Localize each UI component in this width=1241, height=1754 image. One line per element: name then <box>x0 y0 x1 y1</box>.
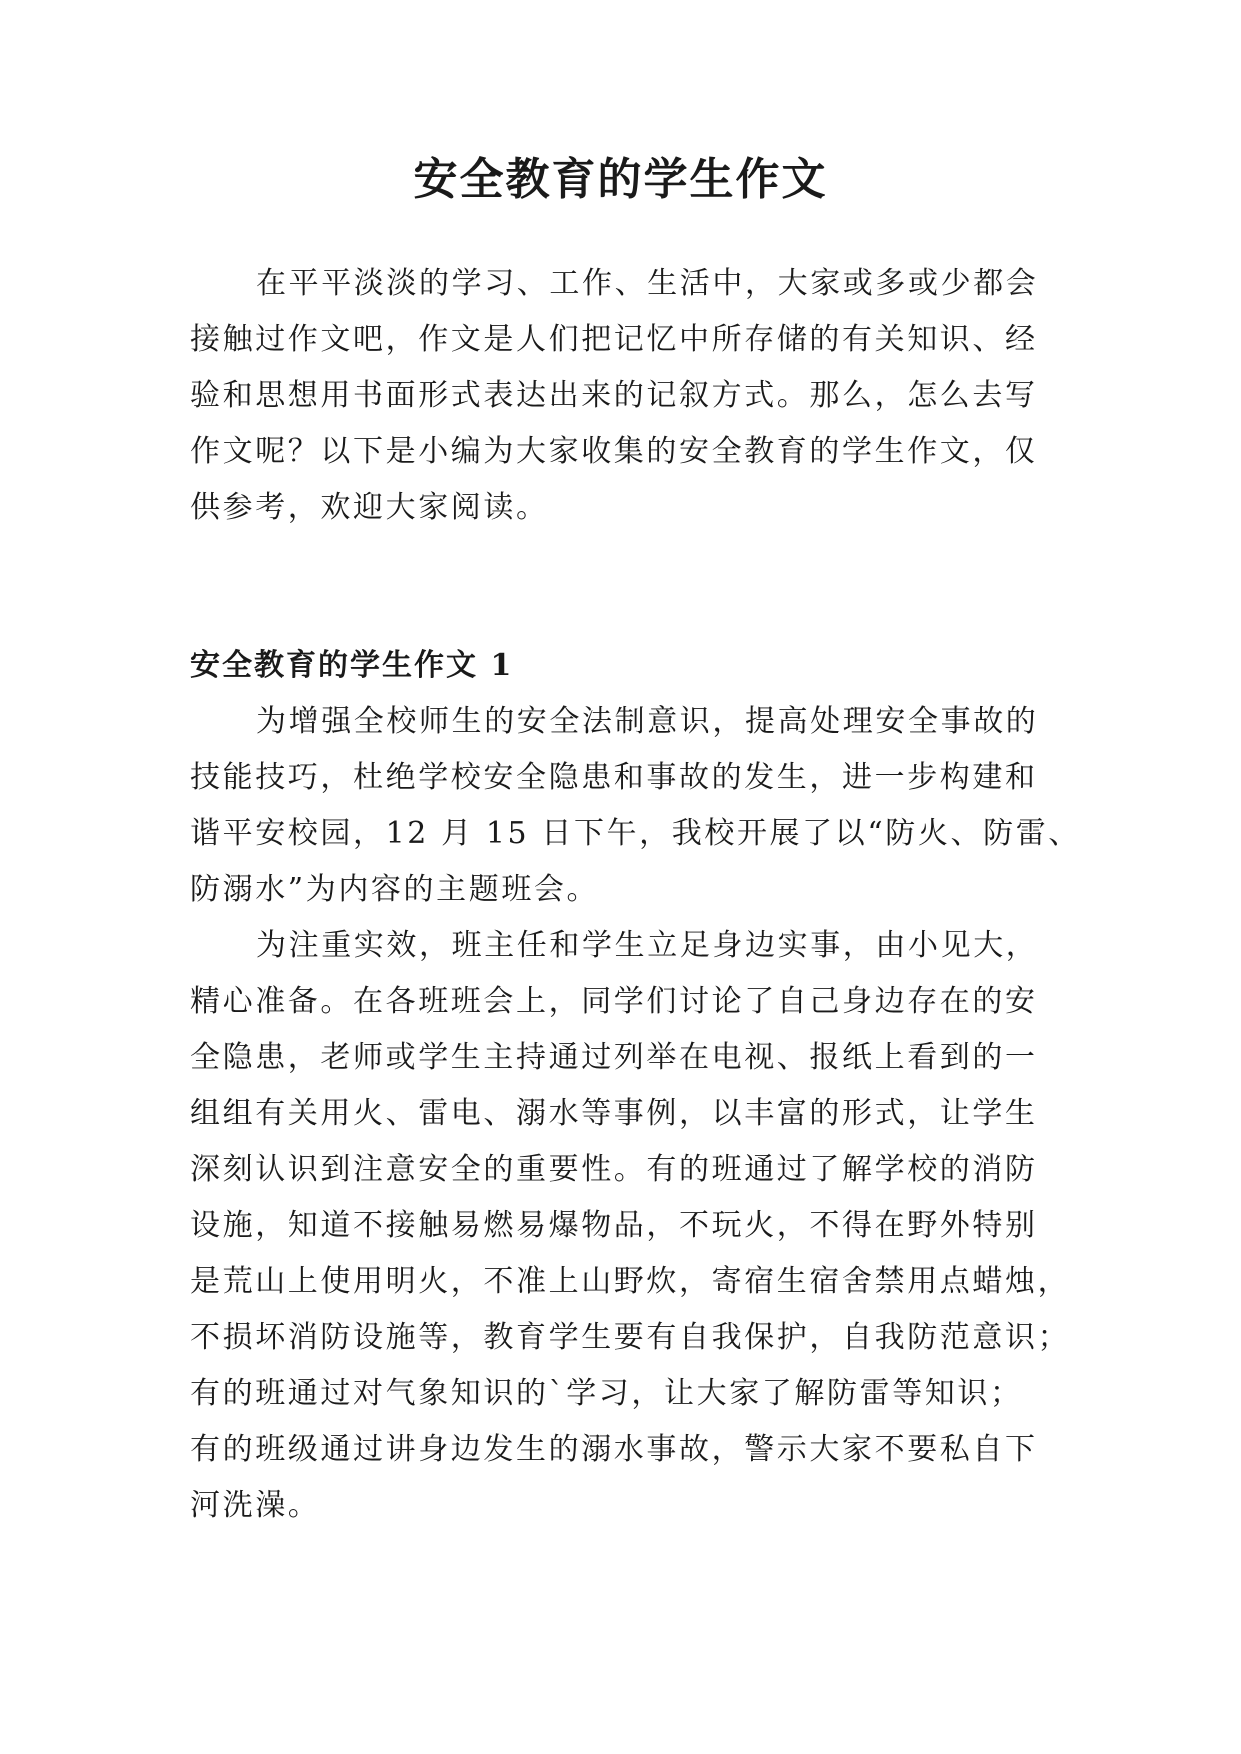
paragraph-line: 精心准备。在各班班会上，同学们讨论了自己身边存在的安 <box>190 984 1038 1019</box>
paragraph-line: 组组有关用火、雷电、溺水等事例，以丰富的形式，让学生 <box>190 1096 1038 1131</box>
intro-line: 验和思想用书面形式表达出来的记叙方式。那么，怎么去写 <box>190 378 1038 413</box>
paragraph-line: 为注重实效，班主任和学生立足身边实事，由小见大， <box>256 928 1039 963</box>
intro-line: 在平平淡淡的学习、工作、生活中，大家或多或少都会 <box>256 266 1039 301</box>
intro-line: 供参考，欢迎大家阅读。 <box>190 490 549 525</box>
paragraph-line: 是荒山上使用明火，不准上山野炊，寄宿生宿舍禁用点蜡烛， <box>190 1264 1071 1299</box>
paragraph-line: 设施，知道不接触易燃易爆物品，不玩火，不得在野外特别 <box>190 1208 1038 1243</box>
paragraph-line: 不损坏消防设施等，教育学生要有自我保护，自我防范意识； <box>190 1320 1071 1355</box>
intro-paragraph <box>190 256 1070 536</box>
paragraph-line: 深刻认识到注意安全的重要性。有的班通过了解学校的消防 <box>190 1152 1038 1187</box>
paragraph-line: 技能技巧，杜绝学校安全隐患和事故的发生，进一步构建和 <box>190 760 1038 795</box>
paragraph-line: 谐平安校园，12 月 15 日下午，我校开展了以“防火、防雷、 <box>190 816 1081 851</box>
paragraph-line: 有的班级通过讲身边发生的溺水事故，警示大家不要私自下 <box>190 1432 1038 1467</box>
paragraph-line: 为增强全校师生的安全法制意识，提高处理安全事故的 <box>256 704 1039 739</box>
paragraph-line: 全隐患，老师或学生主持通过列举在电视、报纸上看到的一 <box>190 1040 1038 1075</box>
section-heading: 安全教育的学生作文 1 <box>190 648 514 683</box>
paragraph-line: 河洗澡。 <box>190 1488 321 1523</box>
document-title: 安全教育的学生作文 <box>413 154 828 205</box>
intro-line: 接触过作文吧，作文是人们把记忆中所存储的有关知识、经 <box>190 322 1038 357</box>
paragraph-2 <box>190 918 1070 1534</box>
paragraph-line: 有的班通过对气象知识的`学习，让大家了解防雷等知识； <box>190 1376 1023 1411</box>
paragraph-1 <box>190 694 1081 918</box>
paragraph-line: 防溺水”为内容的主题班会。 <box>190 872 600 907</box>
intro-line: 作文呢？以下是小编为大家收集的安全教育的学生作文，仅 <box>190 434 1038 469</box>
